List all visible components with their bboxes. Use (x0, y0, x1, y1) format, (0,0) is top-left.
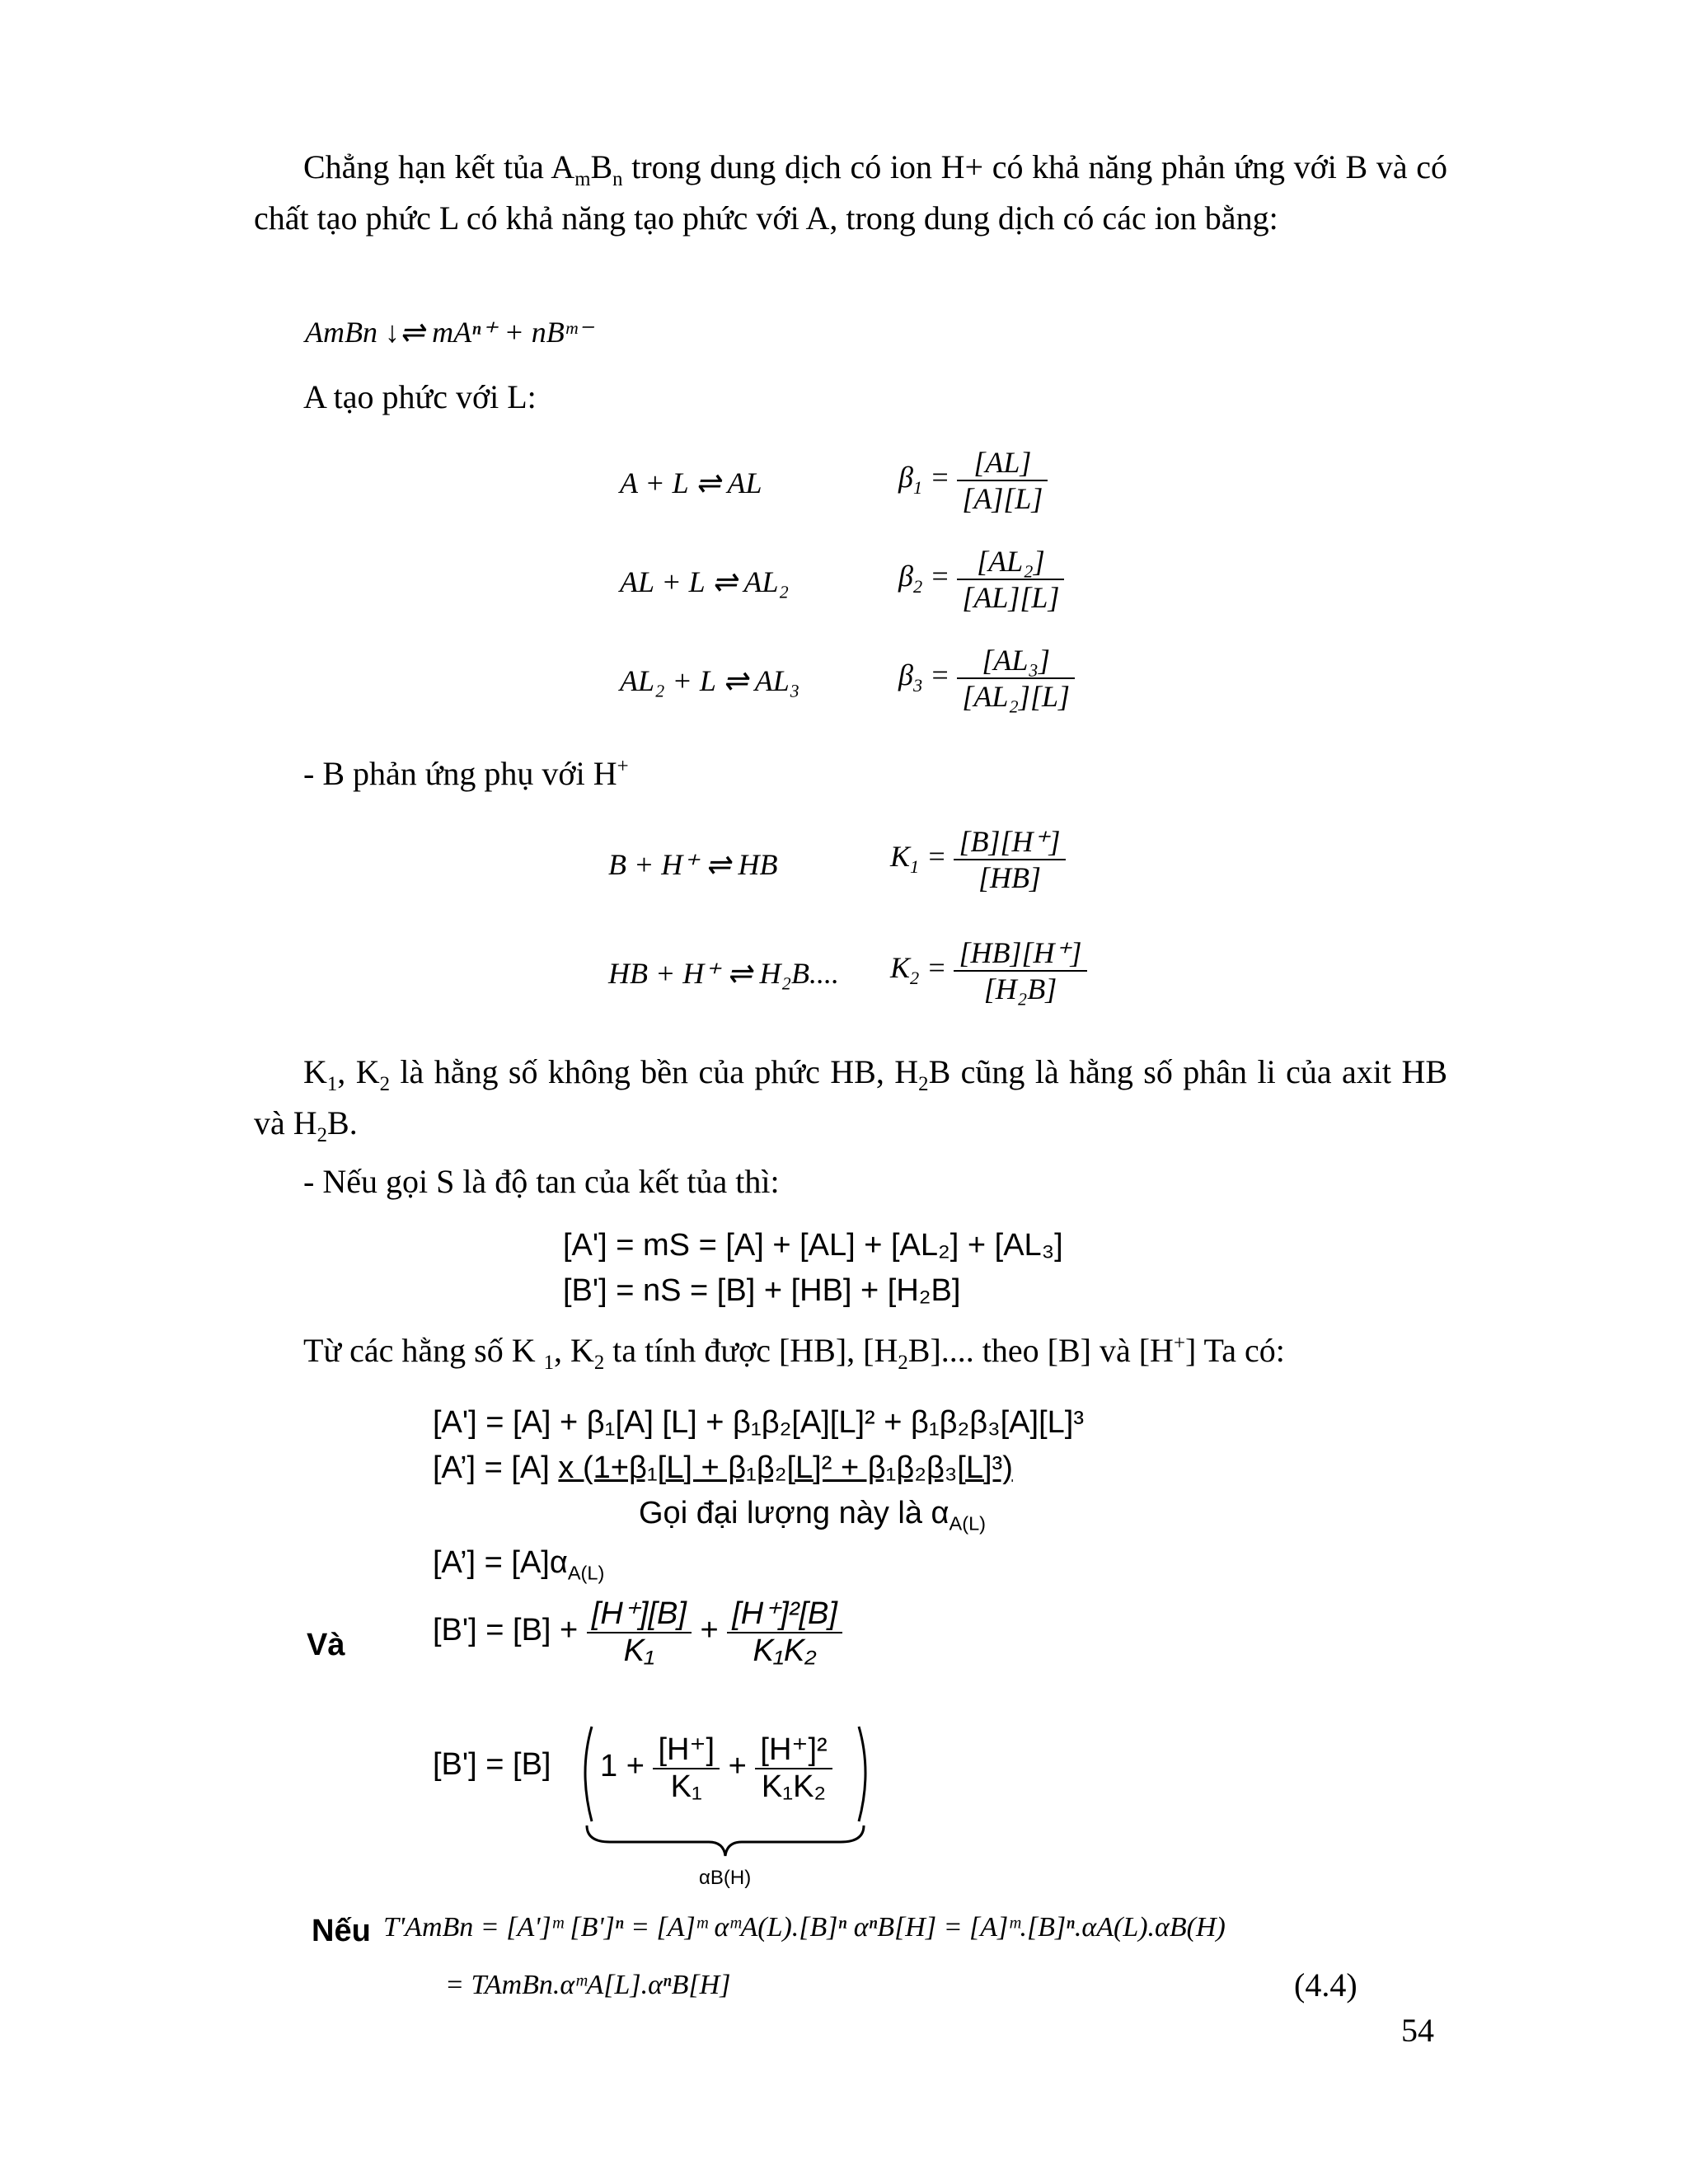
paragraph-side-reaction: - B phản ứng phụ với H+ (303, 755, 629, 792)
va-label: Và (307, 1628, 345, 1662)
dissolution-equation: AmBn ↓⇌ mAⁿ⁺ + nBᵐ⁻ (305, 316, 593, 349)
paragraph-intro: Chẳng hạn kết tủa $A_mB_n$ trong dung dịch có ion H+ có khả năng phản ứng với B và có chất tạo phức L có khả năng tạo phức với A, trong dung dịch có các ion bằng: (254, 148, 1447, 237)
complex-reaction-3: AL₂ + L ⇌ AL₃ (620, 664, 800, 697)
beta3-expression: $\beta_3$ = $\frac{\text{[AL₃]}}{\text{[AL₂][L]}}$ (898, 643, 1075, 714)
balance-b: [B'] = nS = [B] + [HB] + [H₂B] (563, 1273, 961, 1308)
b-expression: [B'] = [B] + $\frac{[H^+][B]}{\text{K₁}}$ + $\frac{\text{[H⁺]²[B]}}{\text{K₁K₂}}$ (433, 1595, 842, 1669)
complex-reaction-2: AL + L ⇌ AL₂ (620, 565, 790, 598)
a-expansion: [A'] = [A] + β₁[A] [L] + β₁β₂[A][L]² + β₁β₂β₃[A][L]³ (433, 1405, 1084, 1440)
beta2-expression: $\beta_2$ = $\frac{\text{[AL₂]}}{[AL][L]}$ (898, 544, 1064, 615)
k2-expression: $K_2$ = $\frac{[HB][H^+]}{\text{[H₂B]}}$ (890, 935, 1087, 1006)
alpha-a-note: Gọi đại lượng này là $\alpha_{A(L)}$ (639, 1496, 986, 1535)
t-expression-line2: = TAmBn.αᵐA[L].αⁿB[H] (445, 1970, 731, 2000)
alpha-b-label: αB(H) (699, 1867, 752, 1889)
b-factored-lhs: [B'] = [B] (433, 1747, 551, 1782)
acid-reaction-2: HB + H⁺ ⇌ H₂B.... (608, 957, 839, 990)
equation-number: (4.4) (1294, 1966, 1357, 2004)
balance-a: [A'] = mS = [A] + [AL] + [AL₂] + [AL₃] (563, 1228, 1063, 1263)
a-factored: [A’] = [A] x (1+β₁[L] + β₁β₂[L]² + β₁β₂β₃[L]³) (433, 1451, 1013, 1485)
acid-reaction-1: B + H⁺ ⇌ HB (608, 848, 778, 881)
t-expression-line1: T'AmBn = [A']ᵐ [B']ⁿ = [A]ᵐ αᵐA(L).[B]ⁿ αⁿB[H] = [A]ᵐ.[B]ⁿ.αA(L).αB(H) (383, 1912, 1226, 1943)
a-result: [A’] = $[A]\alpha_{A(L)}$ (433, 1545, 605, 1584)
k1-expression: $K_1$ = $\frac{[B][H^+]}{[HB]}$ (890, 824, 1066, 895)
page-number: 54 (1401, 2012, 1434, 2049)
beta1-expression: $\beta_1$ = $\frac{[AL]}{[A][L]}$ (898, 445, 1048, 516)
paragraph-dissociation-constants: $K_1$, $K_2$ là hằng số không bền của phức HB, $H_2B$ cũng là hằng số phân li của axit HB và $H_2B$. (254, 1053, 1448, 1146)
paragraph-solubility: - Nếu gọi S là độ tan của kết tủa thì: (303, 1163, 780, 1200)
complex-reaction-1: A + L ⇌ AL (620, 466, 762, 499)
neu-label: Nếu (312, 1914, 371, 1948)
b-factored-bracket: 1 + $\frac{[H^+]}{\text{K₁}}$ + $\frac{\text{[H⁺]²}}{\text{K₁K₂}}$ (600, 1731, 832, 1805)
paragraph-from-constants: Từ các hằng số K $_1$, $K_2$ ta tính được [HB], $[H_2B]$.... theo [B] và [H+] Ta có: (303, 1332, 1285, 1374)
paragraph-complex-intro: A tạo phức với L: (303, 378, 537, 415)
